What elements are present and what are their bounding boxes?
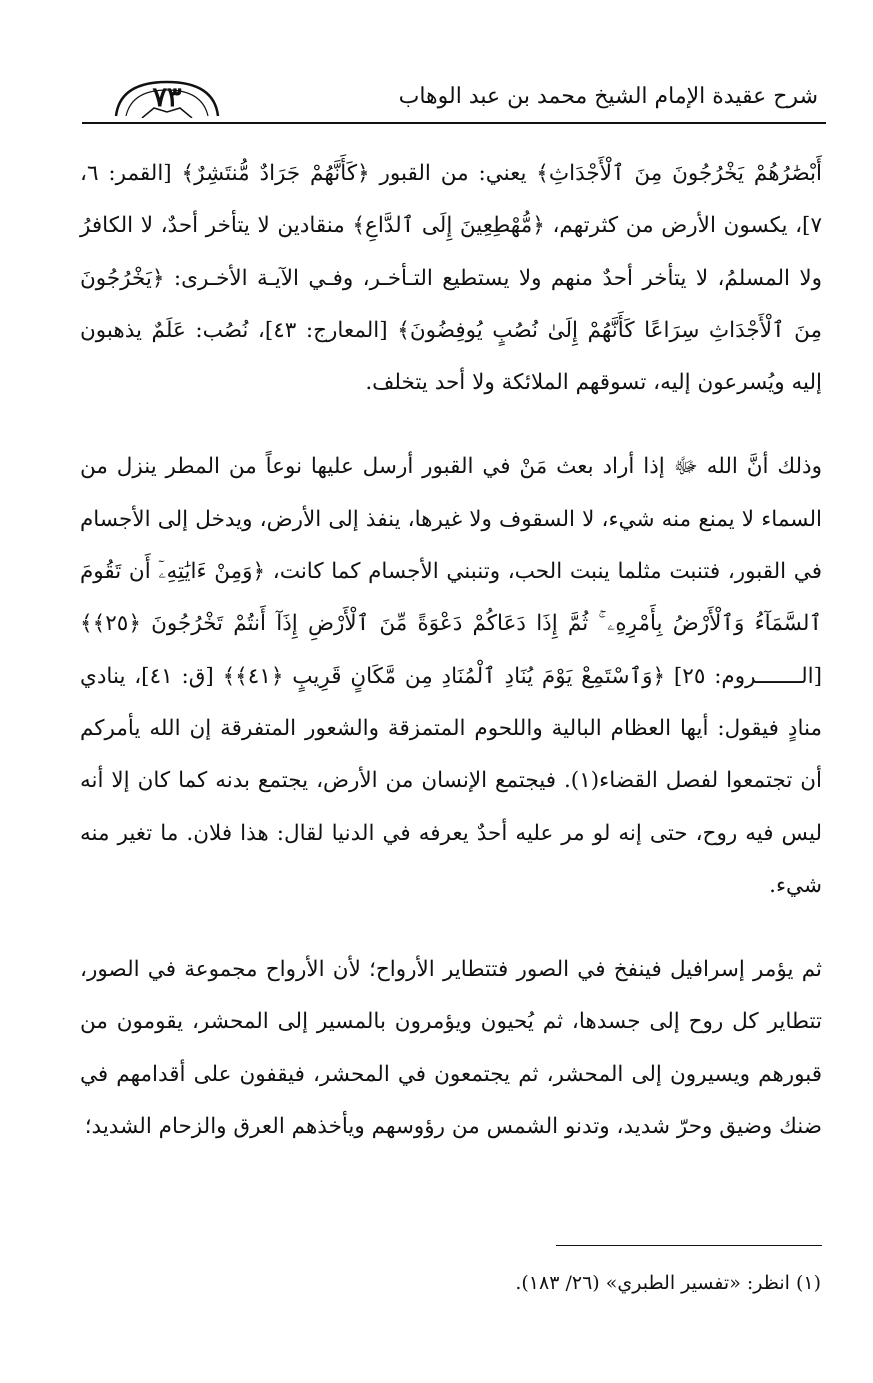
footnote-divider [556, 1245, 822, 1246]
page-number: ٧٣ [152, 82, 182, 113]
header-divider [82, 122, 826, 124]
main-text [80, 148, 822, 1153]
page-number-badge [112, 78, 222, 118]
footnote: (١) انظر: «تفسير الطبري» (٢٦/ ١٨٣). [515, 1272, 821, 1294]
running-header-title: شرح عقيدة الإمام الشيخ محمد بن عبد الوهاب [398, 84, 818, 109]
paragraph-3: ثم يؤمر إسرافيل فينفخ في الصور فتتطاير الأرواح؛ لأن الأرواح مجموعة في الصور، تتطاير كل روح إلى جسدها، ثم يُحيون ويؤمرون بالمسير إلى المحشر، يقومون من قبورهم ويسيرون إلى المحشر، ثم يجتمعون في المحشر، فيقفون على أقدامهم في ضنك وضيق وحرّ شديد، وتدنو الشمس من رؤوسهم ويأخذهم العرق والزحام الشديد؛ [80, 957, 822, 1140]
page-header [82, 72, 826, 124]
paragraph-1: أَبْصَٰرُهُمْ يَخْرُجُونَ مِنَ ٱلْأَجْدَاثِ﴾ يعني: من القبور ﴿كَأَنَّهُمْ جَرَادٌ مُّنتَشِرٌ﴾ [القمر: ٦، ٧]، يكسون الأرض من كثرتهم، ﴿مُّهْطِعِينَ إِلَى ٱلدَّاعِ﴾ منقادين لا يتأخر أحدٌ، لا الكافرُ ولا المسلمُ، لا يتأخر أحدٌ منهم ولا يستطيع التـأخـر، وفـي الآيـة الأخـرى: ﴿يَخْرُجُونَ مِنَ ٱلْأَجْدَاثِ سِرَاعًا كَأَنَّهُمْ إِلَىٰ نُصُبٍ يُوفِضُونَ﴾ [المعارج: ٤٣]، نُصُب: عَلَمٌ يذهبون إليه ويُسرعون إليه، تسوقهم الملائكة ولا أحد يتخلف. [80, 161, 823, 396]
paragraph-2: وذلك أنَّ الله ﷻ إذا أراد بعث مَنْ في القبور أرسل عليها نوعاً من المطر ينزل من السماء لا يمنع منه شيء، لا السقوف ولا غيرها، ينفذ إلى الأرض، ويدخل إلى الأجسام في القبور، فتنبت مثلما ينبت الحب، وتنبني الأجسام كما كانت، ﴿وَمِنْ ءَايَٰتِهِۦٓ أَن تَقُومَ ٱلسَّمَآءُ وَٱلْأَرْضُ بِأَمْرِهِۦ ۚ ثُمَّ إِذَا دَعَاكُمْ دَعْوَةً مِّنَ ٱلْأَرْضِ إِذَآ أَنتُمْ تَخْرُجُونَ ﴿٢٥﴾﴾ [الـــــــروم: ٢٥] ﴿وَٱسْتَمِعْ يَوْمَ يُنَادِ ٱلْمُنَادِ مِن مَّكَانٍ قَرِيبٍ ﴿٤١﴾﴾ [ق: ٤١]، ينادي منادٍ فيقول: أيها العظام البالية واللحوم المتمزقة والشعور المتفرقة إن الله يأمركم أن تجتمعوا لفصل القضاء(١). فيجتمع الإنسان من الأرض، يجتمع بدنه كما كان إلا أنه ليس فيه روح، حتى إنه لو مر عليه أحدٌ يعرفه في الدنيا لقال: هذا فلان. ما تغير منه شيء. [80, 454, 822, 898]
